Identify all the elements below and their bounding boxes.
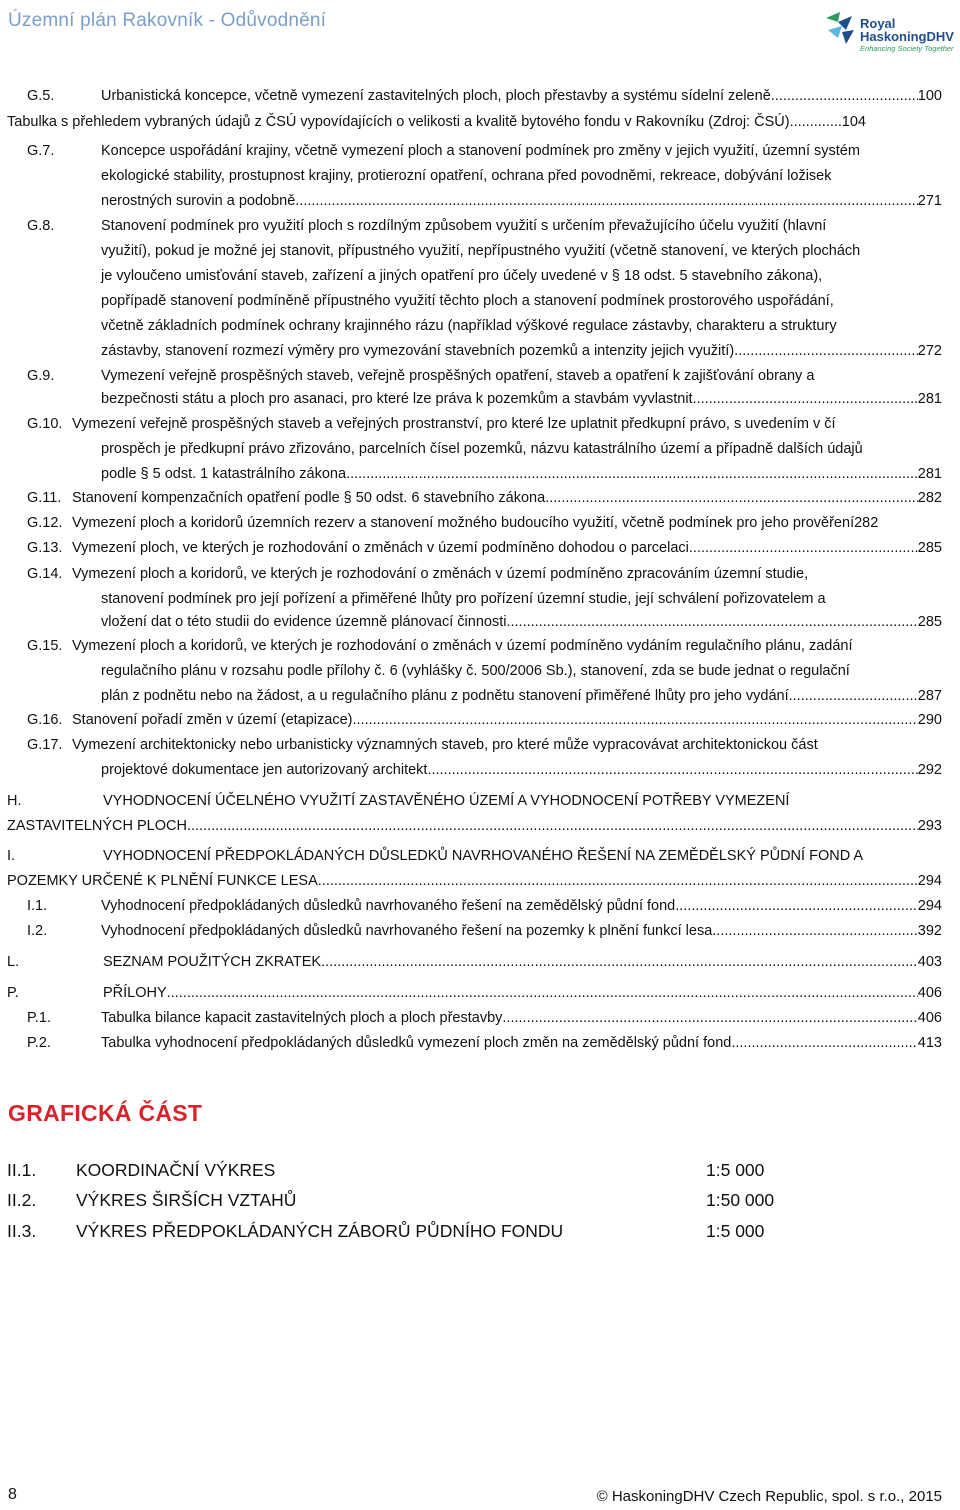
graphic-item-number: II.2.: [7, 1190, 37, 1210]
toc-number: G.13.: [27, 540, 63, 556]
toc-entry-g5[interactable]: Urbanistická koncepce, včetně vymezení zastavitelných ploch, ploch přestavby a systému sídelní zeleně ..... 100: [101, 86, 942, 106]
graphic-item-name: VÝKRES PŘEDPOKLÁDANÝCH ZÁBORŮ PŮDNÍHO FONDU: [76, 1221, 564, 1241]
toc-entry-i1[interactable]: Vyhodnocení předpokládaných důsledků navrhovaného řešení na zemědělský půdní fond ..... 294: [101, 896, 942, 916]
toc-number: I.1.: [27, 898, 48, 914]
toc-entry-text: stanovení podmínek pro její pořízení a přiměřené lhůty pro pořízení územní studie, její schválení pořizovatelem a: [101, 591, 826, 607]
toc-entry-text: Koncepce uspořádání krajiny, včetně vymezení ploch a stanovení podmínek pro změny v jejich využití, územní systém: [101, 143, 860, 159]
toc-number: G.10.: [27, 416, 63, 432]
toc-entry-text: Vymezení ploch a koridorů, ve kterých je rozhodování o změnách v území podmíněno vydáním regulačního plánu, zadání: [72, 638, 853, 654]
graphic-item-name: KOORDINAČNÍ VÝKRES: [76, 1160, 276, 1180]
page-number: 8: [8, 1486, 17, 1503]
toc-number: G.7.: [27, 143, 55, 159]
toc-entry-g13[interactable]: Vymezení ploch, ve kterých je rozhodování o změnách v území podmíněno dohodou o parcelaci ..... 285: [72, 538, 942, 558]
logo-tagline: Enhancing Society Together: [860, 44, 954, 53]
logo-line1: Royal: [860, 16, 896, 31]
toc-entry-table[interactable]: Tabulka s přehledem vybraných údajů z ČSÚ vypovídajících o velikosti a kvalitě bytového fondu v Rakovníku (Zdroj: ČSÚ) ..... 104: [7, 112, 866, 132]
toc-entry-text: Vymezení ploch a koridorů, ve kterých je rozhodování o změnách v území podmíněno zpracováním územní studie,: [72, 566, 809, 582]
document-header-title: Územní plán Rakovník - Odůvodnění: [8, 10, 327, 31]
toc-number: I.: [7, 848, 16, 864]
company-logo: [822, 4, 952, 64]
logo-bird-icon: [822, 8, 858, 52]
toc-number: P.2.: [27, 1035, 51, 1051]
toc-entry-g16[interactable]: Stanovení pořadí změn v území (etapizace) ..... 290: [72, 710, 942, 730]
toc-entry-g12[interactable]: Vymezení ploch a koridorů územních rezerv a stanovení možného budoucího využití, včetně podmínek pro jeho prověření 282: [72, 515, 879, 531]
toc-number: H.: [7, 793, 22, 809]
toc-entry-g17[interactable]: projektové dokumentace jen autorizovaný architekt ..... 292: [101, 760, 942, 780]
toc-entry-g10[interactable]: podle § 5 odst. 1 katastrálního zákona ..... 281: [101, 464, 942, 484]
graphic-item-scale: 1:5 000: [706, 1160, 765, 1180]
toc-entry-text: využití), pokud je možné jej stanovit, přípustného využití, nepřípustného využití (včetně stanovení, ve kterých plochách: [101, 243, 861, 259]
toc-entry-text: je vyloučeno umisťování staveb, zařízení a jiných opatření pro účely uvedené v § 18 odst. 5 stavebního zákona),: [101, 268, 823, 284]
toc-entry-text: prospěch je předkupní právo zřizováno, parcelních čísel pozemků, názvu katastrálního území a případně dalších údajů: [101, 441, 863, 457]
toc-number: G.15.: [27, 638, 63, 654]
toc-entry-text: Vymezení veřejně prospěšných staveb a veřejných prostranství, pro které lze uplatnit předkupní právo, s uvedením v čí: [72, 416, 836, 432]
toc-number: I.2.: [27, 923, 48, 939]
graphic-item-scale: 1:50 000: [706, 1190, 775, 1210]
toc-entry-text: Stanovení podmínek pro využití ploch s rozdílným způsobem využití s určením převažujícího účelu využití (hlavní: [101, 218, 827, 234]
toc-number: G.5.: [27, 88, 55, 104]
toc-entry-g14[interactable]: vložení dat o této studii do evidence územně plánovací činnosti ..... 285: [101, 612, 942, 632]
toc-number: L.: [7, 954, 20, 970]
toc-entry-g9[interactable]: bezpečnosti státu a ploch pro asanaci, pro které lze práva k pozemkům a stavbám vyvlastnit ..... 281: [101, 389, 942, 409]
toc-number: G.8.: [27, 218, 55, 234]
graphic-item-scale: 1:5 000: [706, 1221, 765, 1241]
toc-number: G.12.: [27, 515, 63, 531]
toc-number: G.11.: [27, 490, 62, 506]
graphic-item-number: II.3.: [7, 1221, 37, 1241]
toc-number: G.9.: [27, 368, 55, 384]
toc-entry-p[interactable]: PŘÍLOHY ..... 406: [103, 983, 942, 1003]
toc-entry-text: včetně základních podmínek ochrany krajinného rázu (například výškové regulace zástavby, charakteru a struktury: [101, 318, 837, 334]
toc-number: G.16.: [27, 712, 63, 728]
toc-entry-text: Vymezení veřejně prospěšných staveb, veřejně prospěšných opatření, staveb a opatření k zajišťování obrany a: [101, 368, 815, 384]
toc-entry-g15[interactable]: plán z podnětu nebo na žádost, a u regulačního plánu z podnětu stanovení přiměřené lhůty pro jeho vydání ..... 287: [101, 686, 942, 706]
toc-entry-g11[interactable]: Stanovení kompenzačních opatření podle § 50 odst. 6 stavebního zákona ..... 282: [72, 488, 942, 508]
logo-line2: HaskoningDHV: [860, 29, 954, 44]
toc-number: P.1.: [27, 1010, 51, 1026]
graphic-item-number: II.1.: [7, 1160, 37, 1180]
toc-number: P.: [7, 985, 19, 1001]
toc-entry-i[interactable]: POZEMKY URČENÉ K PLNĚNÍ FUNKCE LESA ..... 294: [7, 871, 942, 891]
toc-number: G.14.: [27, 566, 63, 582]
toc-entry-h[interactable]: ZASTAVITELNÝCH PLOCH ..... 293: [7, 816, 942, 836]
toc-entry-p2[interactable]: Tabulka vyhodnocení předpokládaných důsledků vymezení ploch změn na zemědělský půdní fond ..... 413: [101, 1033, 942, 1053]
toc-entry-text: popřípadě stanovení podmíněně přípustného využití těchto ploch a stanovení podmínek prostorového uspořádání,: [101, 293, 834, 309]
toc-entry-text: VYHODNOCENÍ ÚČELNÉHO VYUŽITÍ ZASTAVĚNÉHO ÚZEMÍ A VYHODNOCENÍ POTŘEBY VYMEZENÍ: [103, 793, 790, 809]
toc-entry-g8[interactable]: zástavby, stanovení rozmezí výměry pro vymezování stavebních pozemků a intenzity jejich využití) ..... 272: [101, 341, 942, 361]
graphic-item-name: VÝKRES ŠIRŠÍCH VZTAHŮ: [76, 1190, 297, 1210]
graphic-section-title: GRAFICKÁ ČÁST: [8, 1100, 203, 1126]
toc-entry-text: ekologické stability, prostupnost krajiny, protierozní opatření, ochrana před povodněmi, rekreace, dobývání ložisek: [101, 168, 832, 184]
copyright-notice: © HaskoningDHV Czech Republic, spol. s r.o., 2015: [596, 1488, 942, 1505]
toc-entry-g7[interactable]: nerostných surovin a podobně ..... 271: [101, 191, 942, 211]
toc-entry-i2[interactable]: Vyhodnocení předpokládaných důsledků navrhovaného řešení na pozemky k plnění funkcí lesa ..... 392: [101, 921, 942, 941]
toc-entry-text: regulačního plánu v rozsahu podle přílohy č. 6 (vyhlášky č. 500/2006 Sb.), stanovení, zda se bude jednat o regulační: [101, 663, 850, 679]
toc-entry-text: VYHODNOCENÍ PŘEDPOKLÁDANÝCH DŮSLEDKŮ NAVRHOVANÉHO ŘEŠENÍ NA ZEMĚDĚLSKÝ PŮDNÍ FOND A: [103, 848, 864, 864]
toc-number: G.17.: [27, 737, 63, 753]
toc-entry-text: Vymezení architektonicky nebo urbanisticky významných staveb, pro které může vypracovávat architektonickou část: [72, 737, 818, 753]
toc-entry-p1[interactable]: Tabulka bilance kapacit zastavitelných ploch a ploch přestavby ..... 406: [101, 1008, 942, 1028]
toc-entry-l[interactable]: SEZNAM POUŽITÝCH ZKRATEK ..... 403: [103, 952, 942, 972]
